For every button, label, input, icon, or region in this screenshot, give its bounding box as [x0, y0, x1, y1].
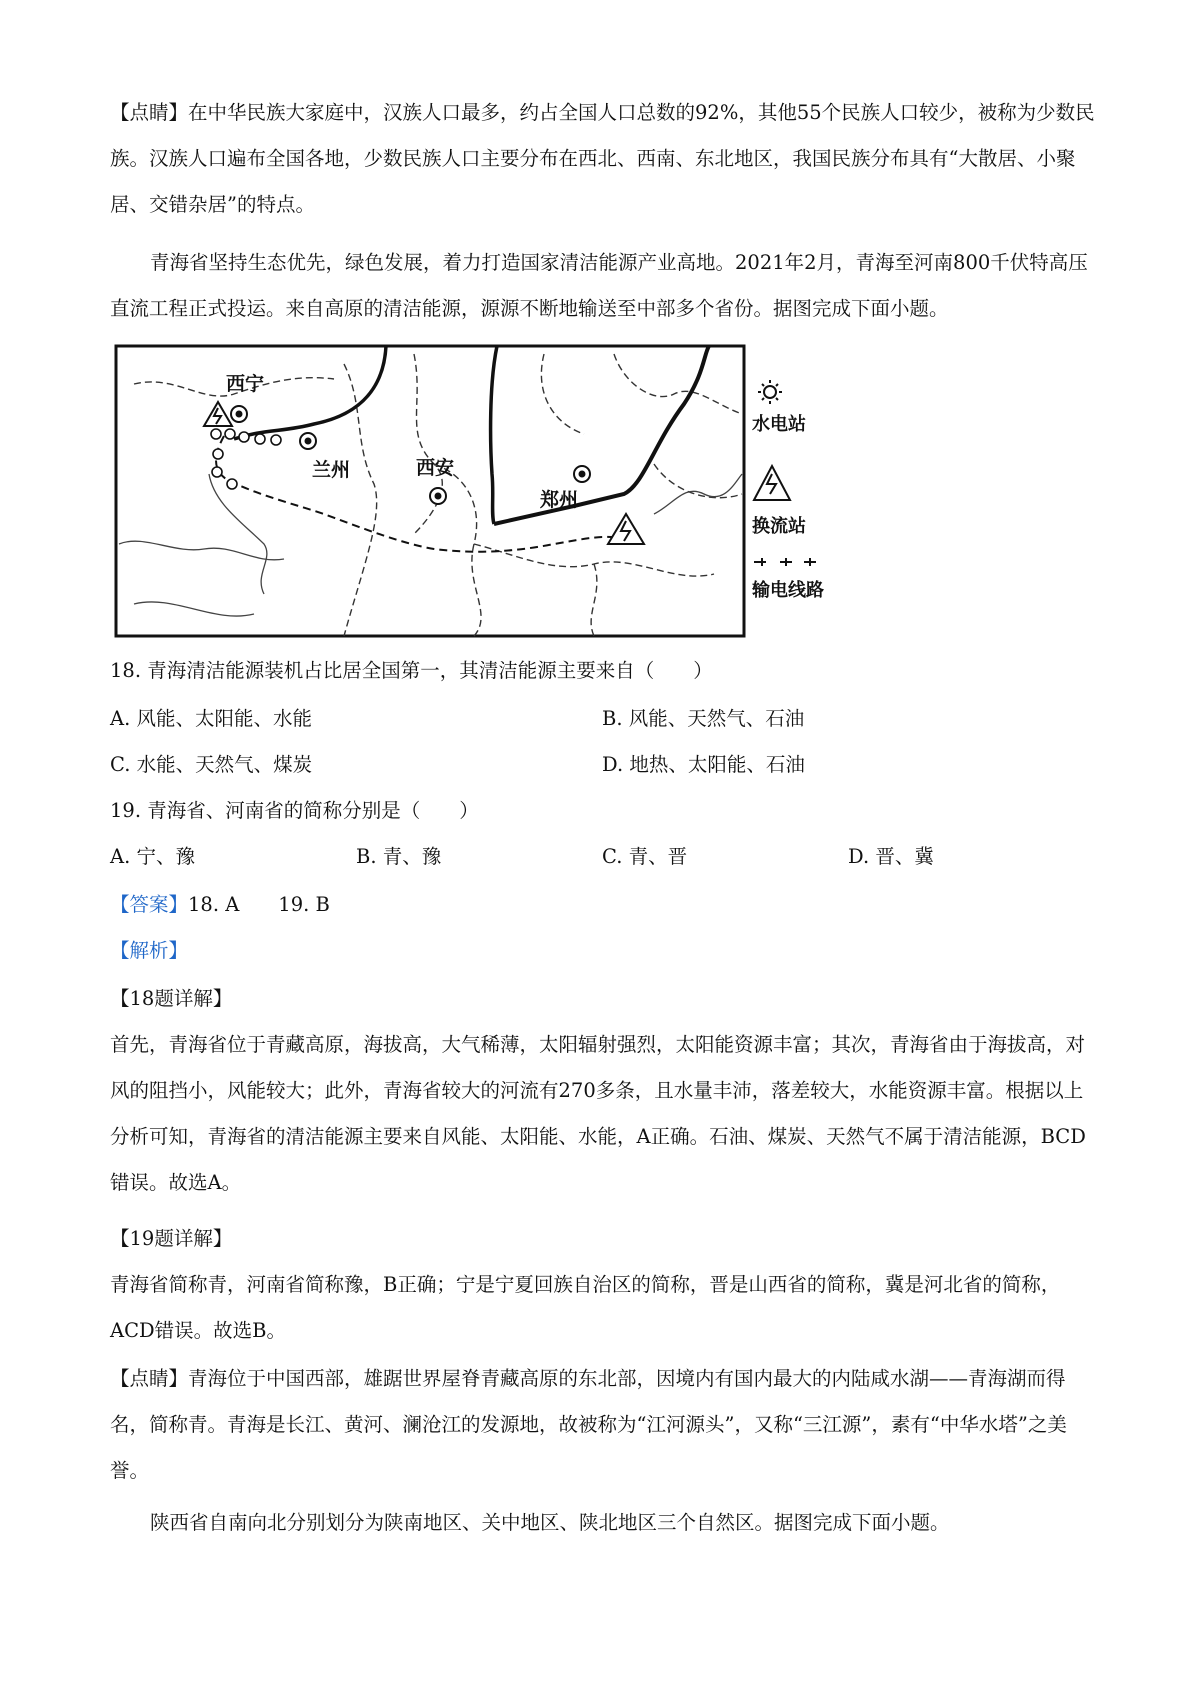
d18-text: 首先，青海省位于青藏高原，海拔高，大气稀薄，太阳辐射强烈，太阳能资源丰富；其次，青海省由于海拔高，对风的阻挡小，风能较大；此外，青海省较大的河流有270多条，且水量丰沛，落差较大，水能资源丰富。根据以上分析可知，青海省的清洁能源主要来自风能、太阳能、水能，A正确。石油、煤炭、天然气不属于清洁能源，BCD错误。故选A。 — [110, 1033, 1086, 1194]
legend-hydro: 水电站 — [752, 414, 806, 435]
map-figure — [114, 344, 746, 638]
city-label-lanzhou: 兰州 — [312, 459, 351, 481]
transmission-line-icon — [754, 558, 816, 566]
d18-title: 【18题详解】 — [110, 987, 233, 1010]
q19-option-b: B. 青、豫 — [356, 845, 442, 868]
q18-option-a: A. 风能、太阳能、水能 — [110, 707, 312, 730]
dianjing-text: 在中华民族大家庭中，汉族人口最多，约占全国人口总数的92%，其他55个民族人口较少，被称为少数民族。汉族人口遍布全国各地，少数民族人口主要分布在西北、西南、东北地区，我国民族分布具有“大散居、小聚居、交错杂居”的特点。 — [110, 101, 1095, 216]
city-label-xining: 西宁 — [226, 373, 265, 395]
q18-option-c: C. 水能、天然气、煤炭 — [110, 753, 313, 776]
q19-option-d: D. 晋、冀 — [848, 845, 934, 868]
legend-converter: 换流站 — [752, 516, 806, 537]
dianjing2-tag: 【点睛】 — [110, 1367, 189, 1390]
q18-option-b: B. 风能、天然气、石油 — [602, 707, 805, 730]
dianjing2-text: 青海位于中国西部，雄踞世界屋脊青藏高原的东北部，因境内有国内最大的内陆咸水湖——青海湖而得名，简称青。青海是长江、黄河、澜沧江的发源地，故被称为“江河源头”，又称“三江源”，素有“中华水塔”之美誉。 — [110, 1367, 1067, 1482]
intro-dianjing — [110, 90, 1100, 228]
map-legend — [752, 378, 862, 618]
legend-line: 输电线路 — [752, 580, 824, 601]
q18-stem: 18. 青海清洁能源装机占比居全国第一，其清洁能源主要来自（ ） — [110, 659, 713, 682]
map-border — [116, 346, 744, 636]
answer-tag: 【答案】 — [110, 893, 189, 916]
sun-icon — [758, 380, 782, 404]
lightning-triangle-icon — [754, 466, 790, 500]
q18-option-d: D. 地热、太阳能、石油 — [602, 753, 805, 776]
answer-text: 18. A 19. B — [188, 893, 330, 916]
d19-text: 青海省简称青，河南省简称豫，B正确；宁是宁夏回族自治区的简称，晋是山西省的简称，冀是河北省的简称，ACD错误。故选B。 — [110, 1273, 1061, 1342]
city-label-xian: 西安 — [416, 457, 455, 479]
q19-option-c: C. 青、晋 — [602, 845, 688, 868]
answer-line — [110, 882, 1100, 928]
d19-title: 【19题详解】 — [110, 1227, 233, 1250]
q19-option-a: A. 宁、豫 — [110, 845, 195, 868]
city-label-zhengzhou: 郑州 — [540, 489, 579, 511]
next-passage: 陕西省自南向北分别划分为陕南地区、关中地区、陕北地区三个自然区。据图完成下面小题。 — [150, 1511, 950, 1534]
dianjing-2 — [110, 1356, 1100, 1494]
passage: 青海省坚持生态优先，绿色发展，着力打造国家清洁能源产业高地。2021年2月，青海至河南800千伏特高压直流工程正式投运。来自高原的清洁能源，源源不断地输送至中部多个省份。据图完成下面小题。 — [110, 251, 1088, 320]
dianjing-tag: 【点睛】 — [110, 101, 189, 124]
q19-stem: 19. 青海省、河南省的简称分别是（ ） — [110, 799, 479, 822]
analysis-tag: 【解析】 — [110, 939, 189, 962]
